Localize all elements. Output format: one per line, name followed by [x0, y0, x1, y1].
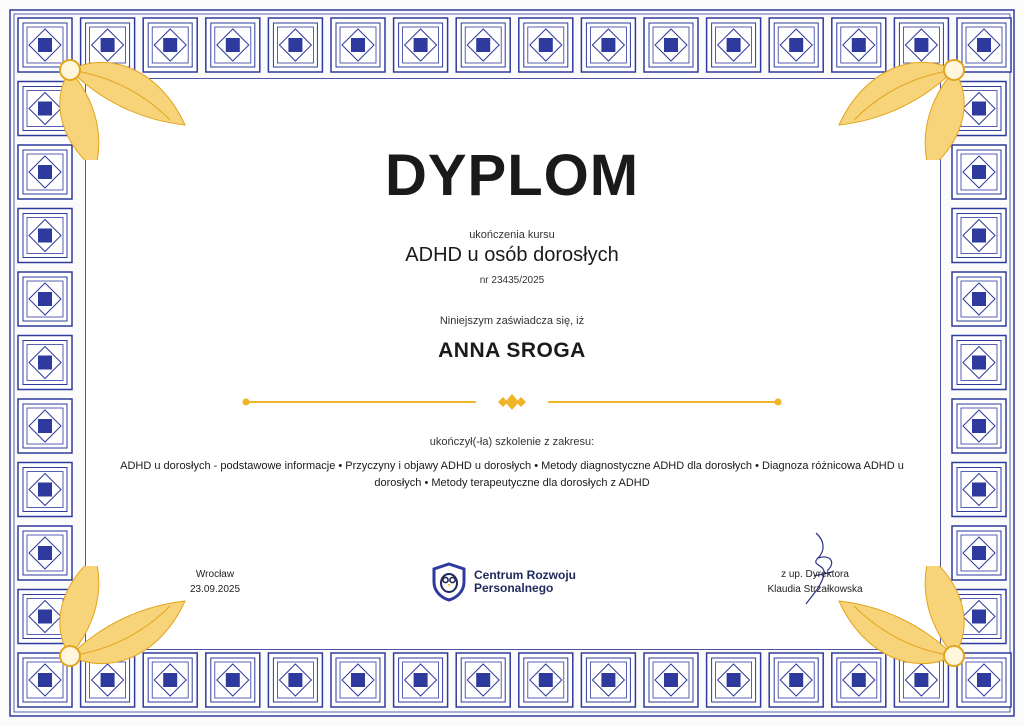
- owl-shield-icon: [432, 562, 466, 602]
- border-tile: [581, 18, 635, 72]
- diploma-title: DYPLOM: [384, 143, 640, 208]
- place-date-block: [160, 567, 270, 597]
- signatory-role: z up. Dyrektora: [781, 569, 849, 580]
- border-tile: [331, 18, 385, 72]
- border-tile: [456, 18, 510, 72]
- course-topics: ADHD u dorosłych - podstawowe informacje • Przyczyny i objawy ADHD u dorosłych • Metody diagnostyczne ADHD dla dorosłych • Diagnoza różnicowa ADHD u dorosłych • Metody terapeutyczne dla dorosłych z ADHD: [120, 460, 904, 489]
- border-tile: [707, 18, 761, 72]
- border-tile: [331, 653, 385, 707]
- signatory-name: Klaudia Strzałkowska: [767, 584, 863, 595]
- gold-leaf-ornament-top-right: [834, 30, 1004, 160]
- border-tile: [519, 653, 573, 707]
- border-tile: [644, 18, 698, 72]
- border-tile: [206, 18, 260, 72]
- border-tile: [394, 18, 448, 72]
- border-tile: [769, 18, 823, 72]
- completed-text: ukończył(-ła) szkolenie z zakresu:: [429, 436, 595, 448]
- border-tile: [519, 18, 573, 72]
- border-tile: [394, 653, 448, 707]
- course-number: nr 23435/2025: [479, 275, 545, 286]
- organization-name-line1: Centrum Rozwoju: [474, 568, 576, 582]
- border-tile: [707, 653, 761, 707]
- border-tile: [456, 653, 510, 707]
- organization-logo: [432, 562, 576, 602]
- border-tile: [206, 653, 260, 707]
- recipient-name: ANNA SROGA: [438, 339, 586, 362]
- course-name: ADHD u osób dorosłych: [405, 244, 619, 266]
- gold-leaf-ornament-top-left: [20, 30, 190, 160]
- border-tile: [268, 653, 322, 707]
- border-tile: [18, 463, 72, 517]
- certifies-text: Niniejszym zaświadcza się, iż: [439, 315, 585, 327]
- border-tile: [644, 653, 698, 707]
- border-tile: [769, 653, 823, 707]
- place: Wrocław: [195, 569, 235, 580]
- border-tile: [581, 653, 635, 707]
- gold-divider: [240, 392, 784, 412]
- date: 23.09.2025: [189, 584, 241, 595]
- signature-block: [740, 567, 890, 597]
- border-tile: [952, 463, 1006, 517]
- organization-name-line2: Personalnego: [474, 581, 554, 595]
- diploma-subtitle: ukończenia kursu: [469, 229, 555, 241]
- border-tile: [268, 18, 322, 72]
